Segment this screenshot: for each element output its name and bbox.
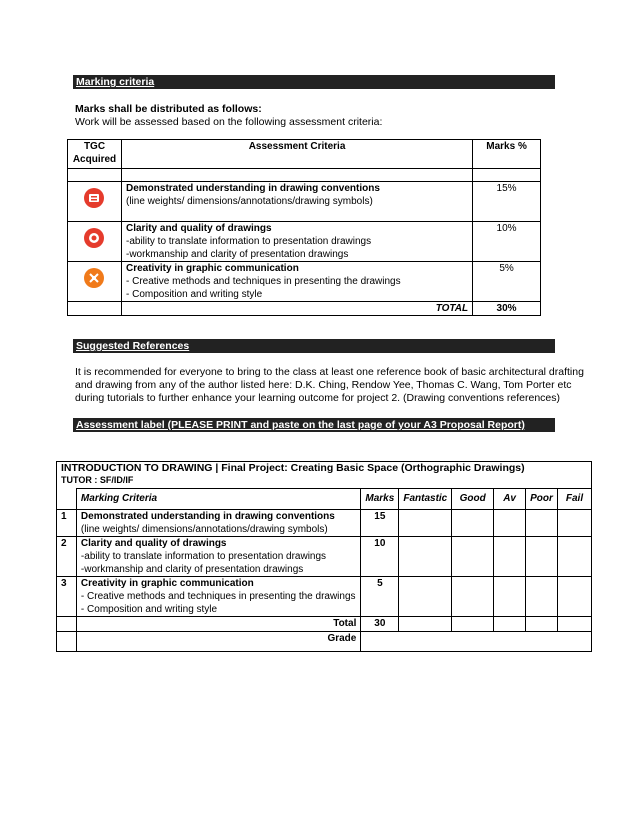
- marks-header: Marks %: [473, 140, 541, 169]
- marking-criteria-header: Marking criteria: [73, 75, 555, 89]
- assessment-criteria-table: [67, 139, 541, 316]
- fail-col: Fail: [558, 489, 592, 510]
- good-cell[interactable]: [452, 577, 494, 617]
- total-row: [68, 302, 541, 316]
- criteria-detail: - Composition and writing style: [125, 289, 263, 300]
- av-col: Av: [494, 489, 526, 510]
- fantastic-cell[interactable]: [399, 537, 452, 577]
- label-row: [57, 577, 592, 617]
- poor-cell[interactable]: [526, 537, 558, 577]
- poor-cell[interactable]: [526, 510, 558, 537]
- label-criteria-detail: -ability to translate information to presentation drawings: [80, 551, 327, 562]
- references-line: It is recommended for everyone to bring to the class at least one reference book of basic architectural drafting: [75, 366, 584, 378]
- label-marks: 10: [361, 537, 399, 577]
- label-criteria-detail: - Composition and writing style: [80, 604, 218, 615]
- tutor-line: TUTOR : SF/ID/IF: [61, 475, 134, 485]
- label-criteria-title: Creativity in graphic communication: [80, 578, 254, 589]
- assessment-intro-text: Work will be assessed based on the following assessment criteria:: [75, 116, 383, 128]
- criteria-row: [68, 182, 541, 222]
- label-total-label: Total: [76, 617, 360, 632]
- criteria-detail: -workmanship and clarity of presentation drawings: [125, 249, 349, 260]
- label-row: [57, 510, 592, 537]
- criteria-detail: - Creative methods and techniques in presenting the drawings: [125, 276, 401, 287]
- clarity-quality-icon: [84, 228, 104, 248]
- spacer-row: [68, 169, 541, 182]
- grade-row: [57, 632, 592, 652]
- marking-criteria-col: Marking Criteria: [76, 489, 360, 510]
- marks-col: Marks: [361, 489, 399, 510]
- good-cell[interactable]: [452, 537, 494, 577]
- criteria-title: Creativity in graphic communication: [125, 263, 299, 274]
- grade-cell[interactable]: [361, 632, 592, 652]
- label-header-row: [57, 489, 592, 510]
- grade-label: Grade: [76, 632, 360, 652]
- fail-cell[interactable]: [558, 537, 592, 577]
- label-criteria-detail: (line weights/ dimensions/annotations/drawing symbols): [80, 524, 328, 535]
- criteria-marks: 15%: [473, 182, 541, 222]
- label-row: [57, 537, 592, 577]
- criteria-header-row: [68, 140, 541, 169]
- label-title-row: [57, 462, 592, 489]
- label-criteria-title: Clarity and quality of drawings: [80, 538, 227, 549]
- criteria-title: Clarity and quality of drawings: [125, 223, 272, 234]
- fail-cell[interactable]: [558, 510, 592, 537]
- label-criteria-detail: - Creative methods and techniques in presenting the drawings: [80, 591, 356, 602]
- assessment-label-table: [56, 461, 592, 652]
- suggested-references-header: Suggested References: [73, 339, 555, 353]
- label-criteria-title: Demonstrated understanding in drawing conventions: [80, 511, 335, 522]
- criteria-title: Demonstrated understanding in drawing conventions: [125, 183, 380, 194]
- av-cell[interactable]: [494, 510, 526, 537]
- poor-cell[interactable]: [526, 577, 558, 617]
- label-criteria-detail: -workmanship and clarity of presentation drawings: [80, 564, 304, 575]
- criteria-detail: -ability to translate information to presentation drawings: [125, 236, 372, 247]
- fantastic-col: Fantastic: [399, 489, 452, 510]
- criteria-header: Assessment Criteria: [121, 140, 472, 169]
- av-cell[interactable]: [494, 577, 526, 617]
- label-marks: 15: [361, 510, 399, 537]
- label-total-row: [57, 617, 592, 632]
- total-label: TOTAL: [121, 302, 472, 316]
- references-line: during tutorials to further enhance your learning outcome for project 2. (Drawing conventions references): [75, 392, 561, 404]
- total-value: 30%: [473, 302, 541, 316]
- row-number: 2: [57, 537, 77, 577]
- creativity-icon: [84, 268, 104, 288]
- criteria-row: [68, 222, 541, 262]
- label-total-value: 30: [361, 617, 399, 632]
- label-title: INTRODUCTION TO DRAWING | Final Project: Creating Basic Space (Orthographic Drawings): [61, 462, 525, 474]
- good-cell[interactable]: [452, 510, 494, 537]
- poor-col: Poor: [526, 489, 558, 510]
- references-line: and drawing from any of the author listed here: D.K. Ching, Rendow Yee, Thomas C. Wang, Tom Porter etc: [75, 379, 572, 391]
- fail-cell[interactable]: [558, 577, 592, 617]
- marks-distribution-heading: Marks shall be distributed as follows:: [75, 103, 262, 115]
- assessment-label-header: Assessment label (PLEASE PRINT and paste on the last page of your A3 Proposal Report): [73, 418, 555, 432]
- references-text: [75, 366, 584, 405]
- av-cell[interactable]: [494, 537, 526, 577]
- criteria-row: [68, 262, 541, 302]
- criteria-detail: (line weights/ dimensions/annotations/drawing symbols): [125, 196, 373, 207]
- fantastic-cell[interactable]: [399, 577, 452, 617]
- fantastic-cell[interactable]: [399, 510, 452, 537]
- criteria-marks: 10%: [473, 222, 541, 262]
- row-number: 3: [57, 577, 77, 617]
- tgc-header: TGC Acquired: [68, 140, 122, 169]
- row-number: 1: [57, 510, 77, 537]
- drawing-conventions-icon: [84, 188, 104, 208]
- good-col: Good: [452, 489, 494, 510]
- label-marks: 5: [361, 577, 399, 617]
- criteria-marks: 5%: [473, 262, 541, 302]
